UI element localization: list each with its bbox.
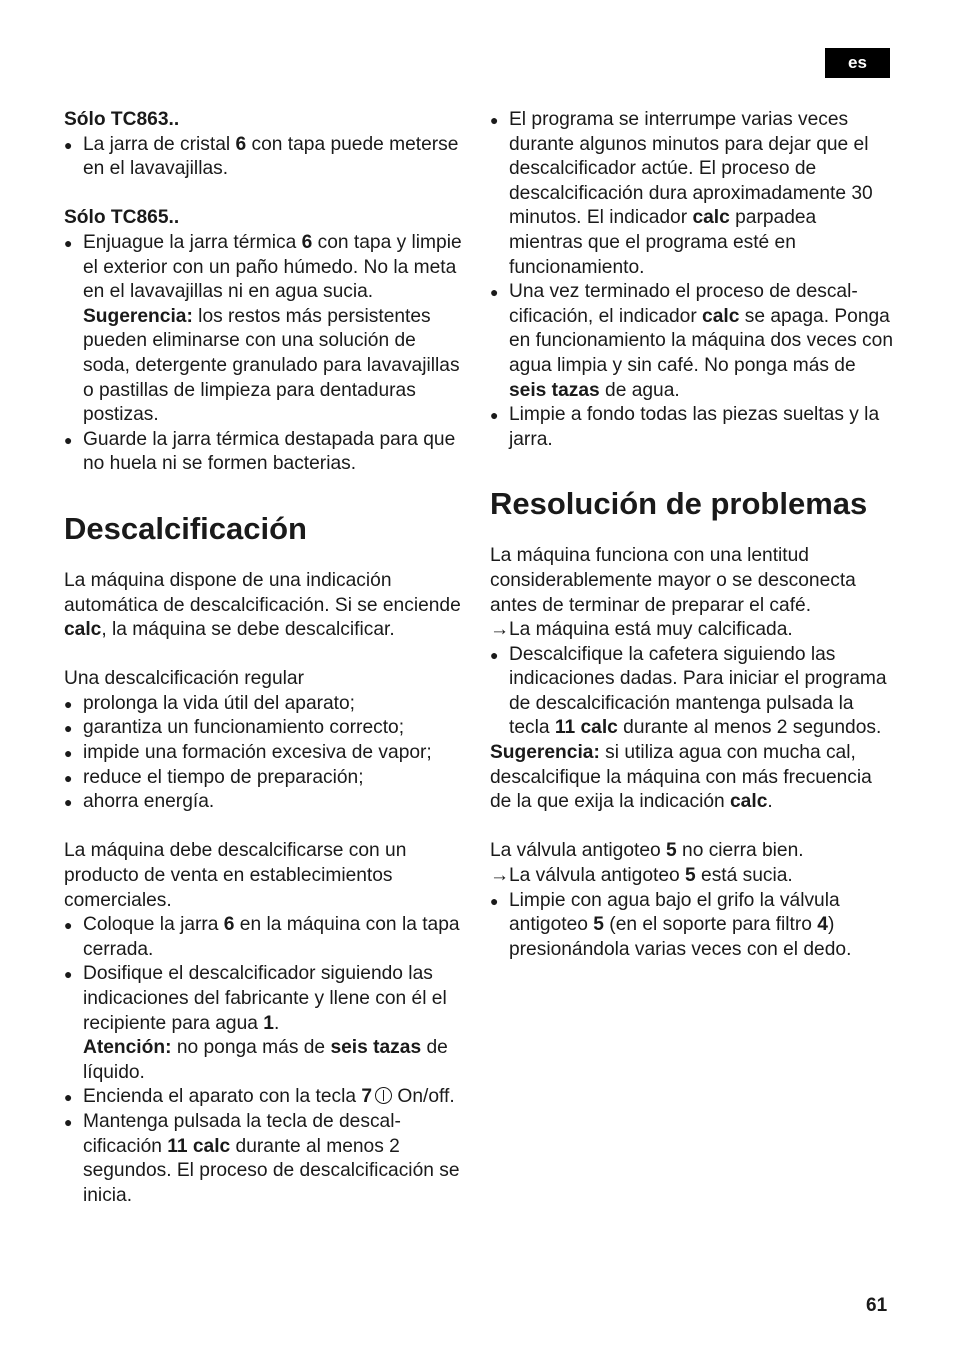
language-tab: es <box>825 48 890 78</box>
tip-paragraph: Sugerencia: si utiliza agua con mucha cal, descalcifique la máquina con más frecuencia de la que exija la indicación calc. <box>490 742 872 813</box>
list-item: ● El programa se interrumpe varias veces durante algunos minutos para dejar que el descalcificador actúe. El proceso de descalcificación dura aproximadamente 30 minutos. El indicador calc parpadea mientras que el programa esté en funcionamiento. <box>490 108 895 280</box>
right-column <box>490 108 895 962</box>
left-column <box>64 108 464 1208</box>
list-item: ● ahorra energía. <box>64 790 464 815</box>
list-item <box>64 428 464 477</box>
list-item: ● garantiza un funcionamiento correcto; <box>64 716 464 741</box>
list-item: ● Mantenga pulsada la tecla de descal-cificación 11 calc durante al menos 2 segundos. El proceso de descalcificación se inicia. <box>64 1110 464 1208</box>
paragraph: La válvula antigoteo 5 no cierra bien. <box>490 840 804 862</box>
list-item: ● Dosifique el descalcificador siguiendo las indicaciones del fabricante y llene con él el recipiente para agua 1. Atención: no ponga más de seis tazas de líquido. <box>64 962 464 1085</box>
list-item: ● Encienda el aparato con la tecla 7 On/off. <box>64 1085 464 1110</box>
list-item: ● impide una formación excesiva de vapor; <box>64 741 464 766</box>
section-subhead-tc863: Sólo TC863.. <box>64 109 180 130</box>
page-number: 61 <box>866 1295 888 1316</box>
tip-text: los restos más persistentes pueden eliminarse con una solución de soda, detergente granulado para lavavajillas o pastillas de limpieza para dentaduras postizas. <box>83 305 460 426</box>
attention-label: Atención: <box>83 1037 172 1059</box>
list-item: ● prolonga la vida útil del aparato; <box>64 692 464 717</box>
list-item <box>64 133 464 182</box>
list-item: ● reduce el tiempo de preparación; <box>64 766 464 791</box>
paragraph: La máquina dispone de una indicación automática de descalcificación. Si se enciende calc, la máquina se debe descalcificar. <box>64 569 461 641</box>
list-item: ● Una vez terminado el proceso de descal-cificación, el indicador calc se apaga. Ponga en funcionamiento la máquina dos veces con agua limpia y sin café. No ponga más de seis tazas de agua. <box>490 280 895 403</box>
list-item: ● Limpie a fondo todas las piezas sueltas y la jarra. <box>490 403 895 452</box>
text: con tapa y limpie el exterior con un paño húmedo. No la meta en el lavavajillas ni en agua sucia. <box>83 231 462 303</box>
section-subhead-tc865: Sólo TC865.. <box>64 207 180 229</box>
text: La jarra de cristal <box>83 133 236 155</box>
text: Enjuague la jarra térmica <box>83 231 302 253</box>
list-item: ● Descalcifique la cafetera siguiendo las indicaciones dadas. Para iniciar el programa de descalcificación mantenga pulsada la tecla 11 calc durante al menos 2 segundos. <box>490 643 895 741</box>
ref-number: 6 <box>301 231 313 253</box>
text: Guarde la jarra térmica destapada para que no huela ni se formen bacterias. <box>83 428 456 475</box>
paragraph: Una descalcificación regular <box>64 668 304 690</box>
list-item: ● Coloque la jarra 6 en la máquina con la tapa cerrada. <box>64 913 464 962</box>
cause-item: → La máquina está muy calcificada. <box>490 618 895 643</box>
paragraph: La máquina funciona con una lentitud considerablemente mayor o se desconecta antes de terminar de preparar el café. <box>490 545 856 616</box>
list-item <box>64 231 464 428</box>
ref-number: 6 <box>235 133 247 155</box>
heading-descalcificacion: Descalcificación <box>64 510 307 546</box>
power-icon <box>375 1087 392 1104</box>
paragraph: La máquina debe descalcificarse con un producto de venta en establecimientos comerciales. <box>64 840 407 911</box>
list-item: ● Limpie con agua bajo el grifo la válvula antigoteo 5 (en el soporte para filtro 4) presionándola varias veces con el dedo. <box>490 889 895 963</box>
text: con tapa puede meterse en el lavavajillas. <box>83 133 459 180</box>
cause-item: → La válvula antigoteo 5 está sucia. <box>490 864 895 889</box>
heading-resolucion-problemas: Resolución de problemas <box>490 486 868 522</box>
tip-label: Sugerencia: <box>83 305 193 327</box>
